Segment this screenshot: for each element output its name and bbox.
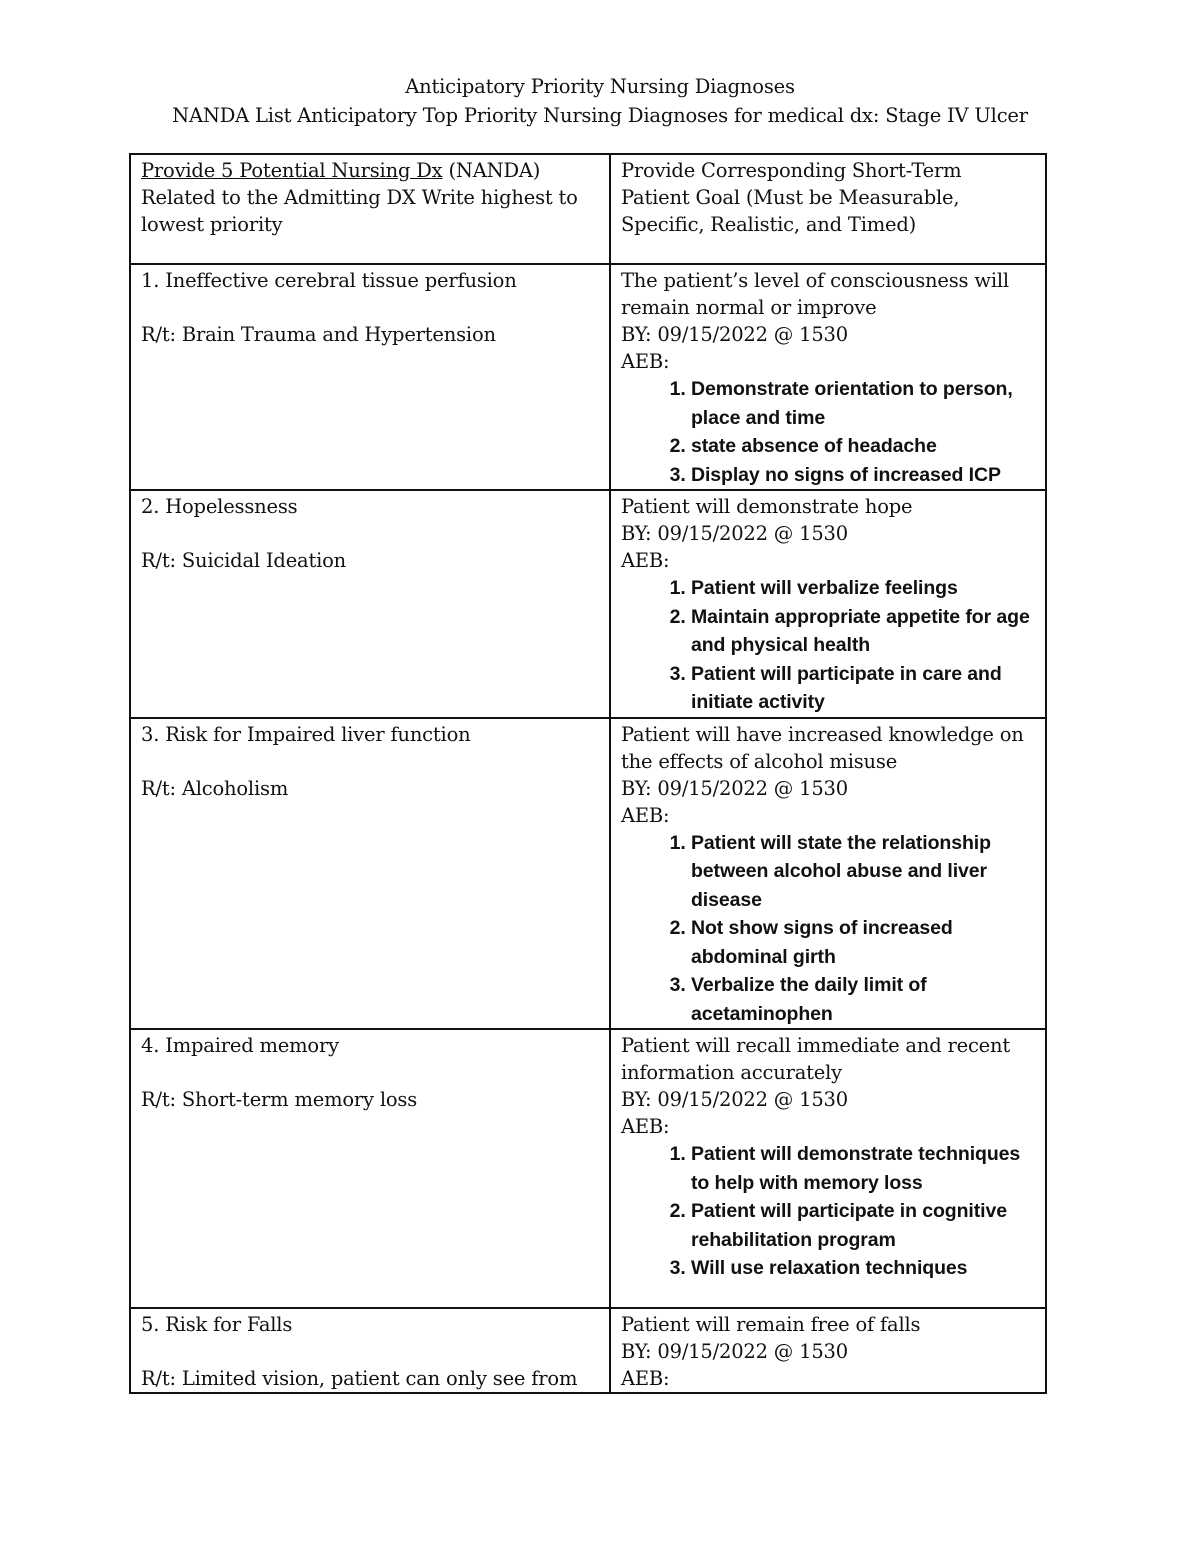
list-item: 1. Patient will state the relationship between alcohol abuse and liver disease — [691, 829, 1035, 915]
diagnosis-cell — [130, 718, 610, 1030]
aeb-list — [621, 829, 1035, 1029]
goal-cell — [610, 1029, 1046, 1308]
nursing-diagnoses-table — [129, 153, 1047, 1394]
list-item: 3. Will use relaxation techniques — [691, 1254, 1035, 1283]
list-item: 1. Demonstrate orientation to person, place and time — [691, 375, 1035, 432]
goal-deadline: BY: 09/15/2022 @ 1530 — [621, 522, 848, 545]
header-underlined-text: Provide 5 Potential Nursing Dx — [141, 159, 443, 182]
table-row — [130, 264, 1046, 490]
diagnosis-title: 2. Hopelessness — [141, 495, 298, 518]
aeb-label: AEB: — [621, 350, 670, 373]
list-item: 2. Patient will participate in cognitive rehabilitation program — [691, 1197, 1035, 1254]
goal-deadline: BY: 09/15/2022 @ 1530 — [621, 1088, 848, 1111]
goal-cell — [610, 490, 1046, 718]
goal-text: Patient will demonstrate hope — [621, 495, 913, 518]
table-row — [130, 718, 1046, 1030]
document-title: Anticipatory Priority Nursing Diagnoses — [405, 75, 795, 98]
list-item: 2. state absence of headache — [691, 432, 1035, 461]
goal-text: The patient’s level of consciousness will remain normal or improve — [621, 269, 1009, 319]
goal-cell — [610, 264, 1046, 490]
diagnosis-title: 1. Ineffective cerebral tissue perfusion — [141, 269, 517, 292]
related-to-text: R/t: Brain Trauma and Hypertension — [141, 323, 496, 346]
diagnosis-cell — [130, 1308, 610, 1393]
goal-deadline: BY: 09/15/2022 @ 1530 — [621, 1340, 848, 1363]
diagnosis-cell — [130, 1029, 610, 1308]
related-to-text: R/t: Suicidal Ideation — [141, 549, 347, 572]
goal-text: Patient will have increased knowledge on the effects of alcohol misuse — [621, 722, 1024, 773]
list-item: 3. Patient will participate in care and initiate activity — [691, 660, 1035, 717]
goal-text: Patient will recall immediate and recent information accurately — [621, 1034, 1011, 1084]
goal-text: Patient will remain free of falls — [621, 1313, 921, 1336]
table-row — [130, 490, 1046, 718]
aeb-label: AEB: — [621, 549, 670, 572]
table-row — [130, 1308, 1046, 1393]
diagnosis-title: 3. Risk for Impaired liver function — [141, 722, 471, 746]
related-to-text: R/t: Short-term memory loss — [141, 1088, 418, 1111]
table-row — [130, 1029, 1046, 1308]
diagnosis-title: 5. Risk for Falls — [141, 1313, 293, 1336]
diagnosis-cell — [130, 264, 610, 490]
list-item: 3. Verbalize the daily limit of acetaminophen — [691, 971, 1035, 1028]
related-to-text: R/t: Limited vision, patient can only see from — [141, 1367, 578, 1390]
aeb-label: AEB: — [621, 803, 670, 827]
document-header — [0, 72, 1200, 130]
related-to-text: R/t: Alcoholism — [141, 776, 289, 800]
header-cell-goal: Provide Corresponding Short-Term Patient Goal (Must be Measurable, Specific, Realistic, and Timed) — [610, 154, 1046, 264]
list-item: 1. Patient will verbalize feelings — [691, 574, 1035, 603]
aeb-label: AEB: — [621, 1115, 670, 1138]
header-cell-diagnosis — [130, 154, 610, 264]
goal-deadline: BY: 09/15/2022 @ 1530 — [621, 776, 848, 800]
aeb-list — [621, 1140, 1035, 1283]
list-item: 2. Maintain appropriate appetite for age and physical health — [691, 603, 1035, 660]
goal-cell — [610, 718, 1046, 1030]
list-item: 3. Display no signs of increased ICP — [691, 461, 1035, 490]
goal-cell — [610, 1308, 1046, 1393]
aeb-list — [621, 375, 1035, 489]
aeb-label: AEB: — [621, 1367, 670, 1390]
diagnosis-cell — [130, 490, 610, 718]
goal-deadline: BY: 09/15/2022 @ 1530 — [621, 323, 848, 346]
diagnosis-title: 4. Impaired memory — [141, 1034, 339, 1057]
list-item: 2. Not show signs of increased abdominal girth — [691, 914, 1035, 971]
header-rest-text: (NANDA) Related to the Admitting DX Write highest to lowest priority — [141, 159, 578, 236]
list-item: 1. Patient will demonstrate techniques to help with memory loss — [691, 1140, 1035, 1197]
document-subtitle: NANDA List Anticipatory Top Priority Nursing Diagnoses for medical dx: Stage IV Ulcer — [172, 104, 1028, 127]
table-header-row — [130, 154, 1046, 264]
aeb-list — [621, 574, 1035, 717]
